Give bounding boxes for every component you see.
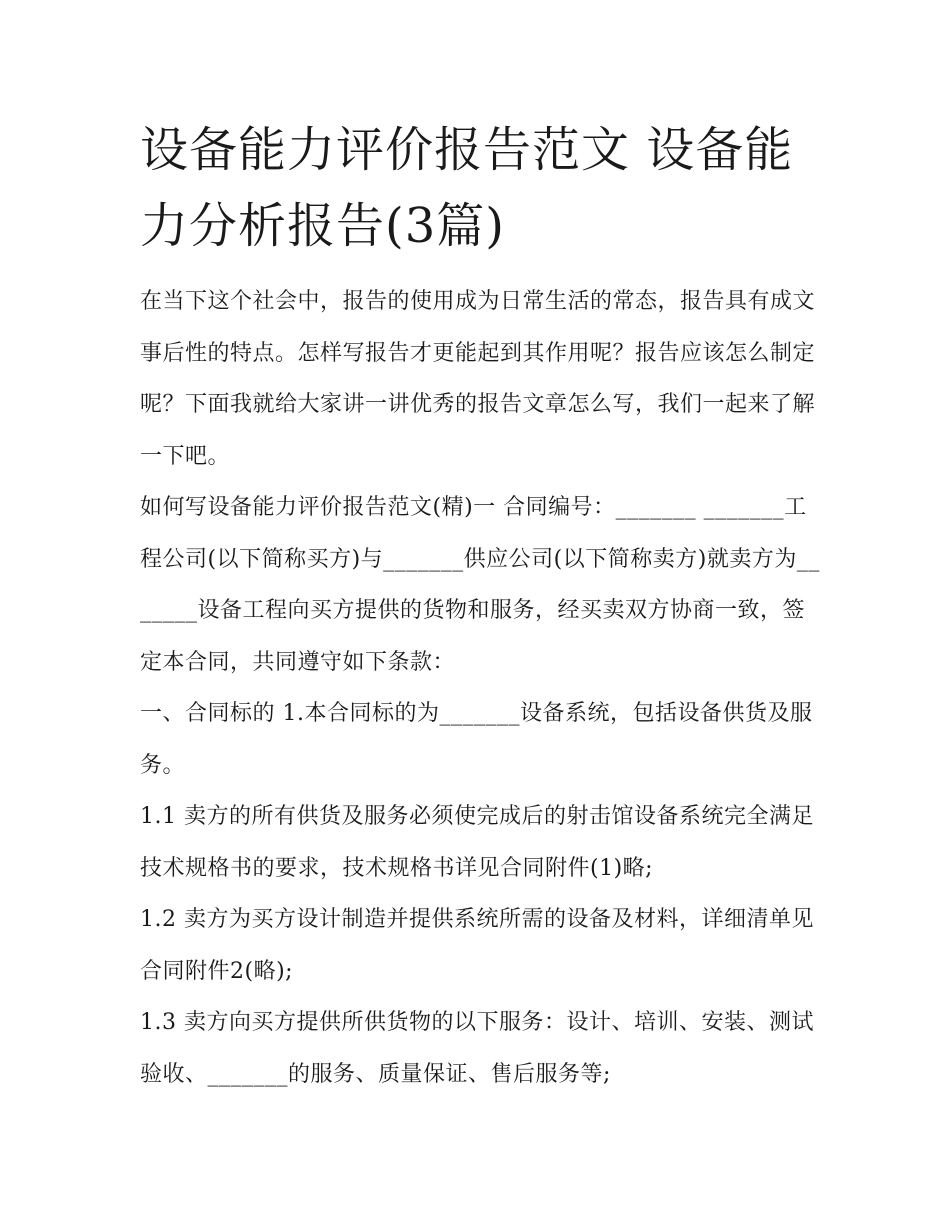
contract-preamble-paragraph: 如何写设备能力评价报告范文(精)一 合同编号：_______ _______工程公司(以下简称买方)与_______供应公司(以下简称卖方)就卖方为_______设备工程向买方提供的货物和服务，经买卖双方协商一致，签定本合同，共同遵守如下条款： (140, 495, 820, 675)
document-body (140, 276, 820, 1100)
clause-1-2-paragraph: 1.2 卖方为买方设计制造并提供系统所需的设备及材料，详细清单见合同附件2(略); (140, 907, 814, 984)
document-title: 设备能力评价报告范文 设备能力分析报告(3篇) (140, 122, 794, 254)
clause-1-1-paragraph: 1.1 卖方的所有供货及服务必须使完成后的射击馆设备系统完全满足技术规格书的要求，技术规格书详见合同附件(1)略; (140, 804, 814, 881)
contract-subject-paragraph: 一、合同标的 1.本合同标的为_______设备系统，包括设备供货及服务。 (140, 701, 813, 778)
intro-paragraph: 在当下这个社会中，报告的使用成为日常生活的常态，报告具有成文事后性的特点。怎样写报告才更能起到其作用呢？报告应该怎么制定呢？下面我就给大家讲一讲优秀的报告文章怎么写，我们一起来了解一下吧。 (140, 289, 816, 469)
clause-1-3-paragraph: 1.3 卖方向买方提供所供货物的以下服务：设计、培训、安装、测试验收、_______的服务、质量保证、售后服务等; (140, 1010, 814, 1087)
